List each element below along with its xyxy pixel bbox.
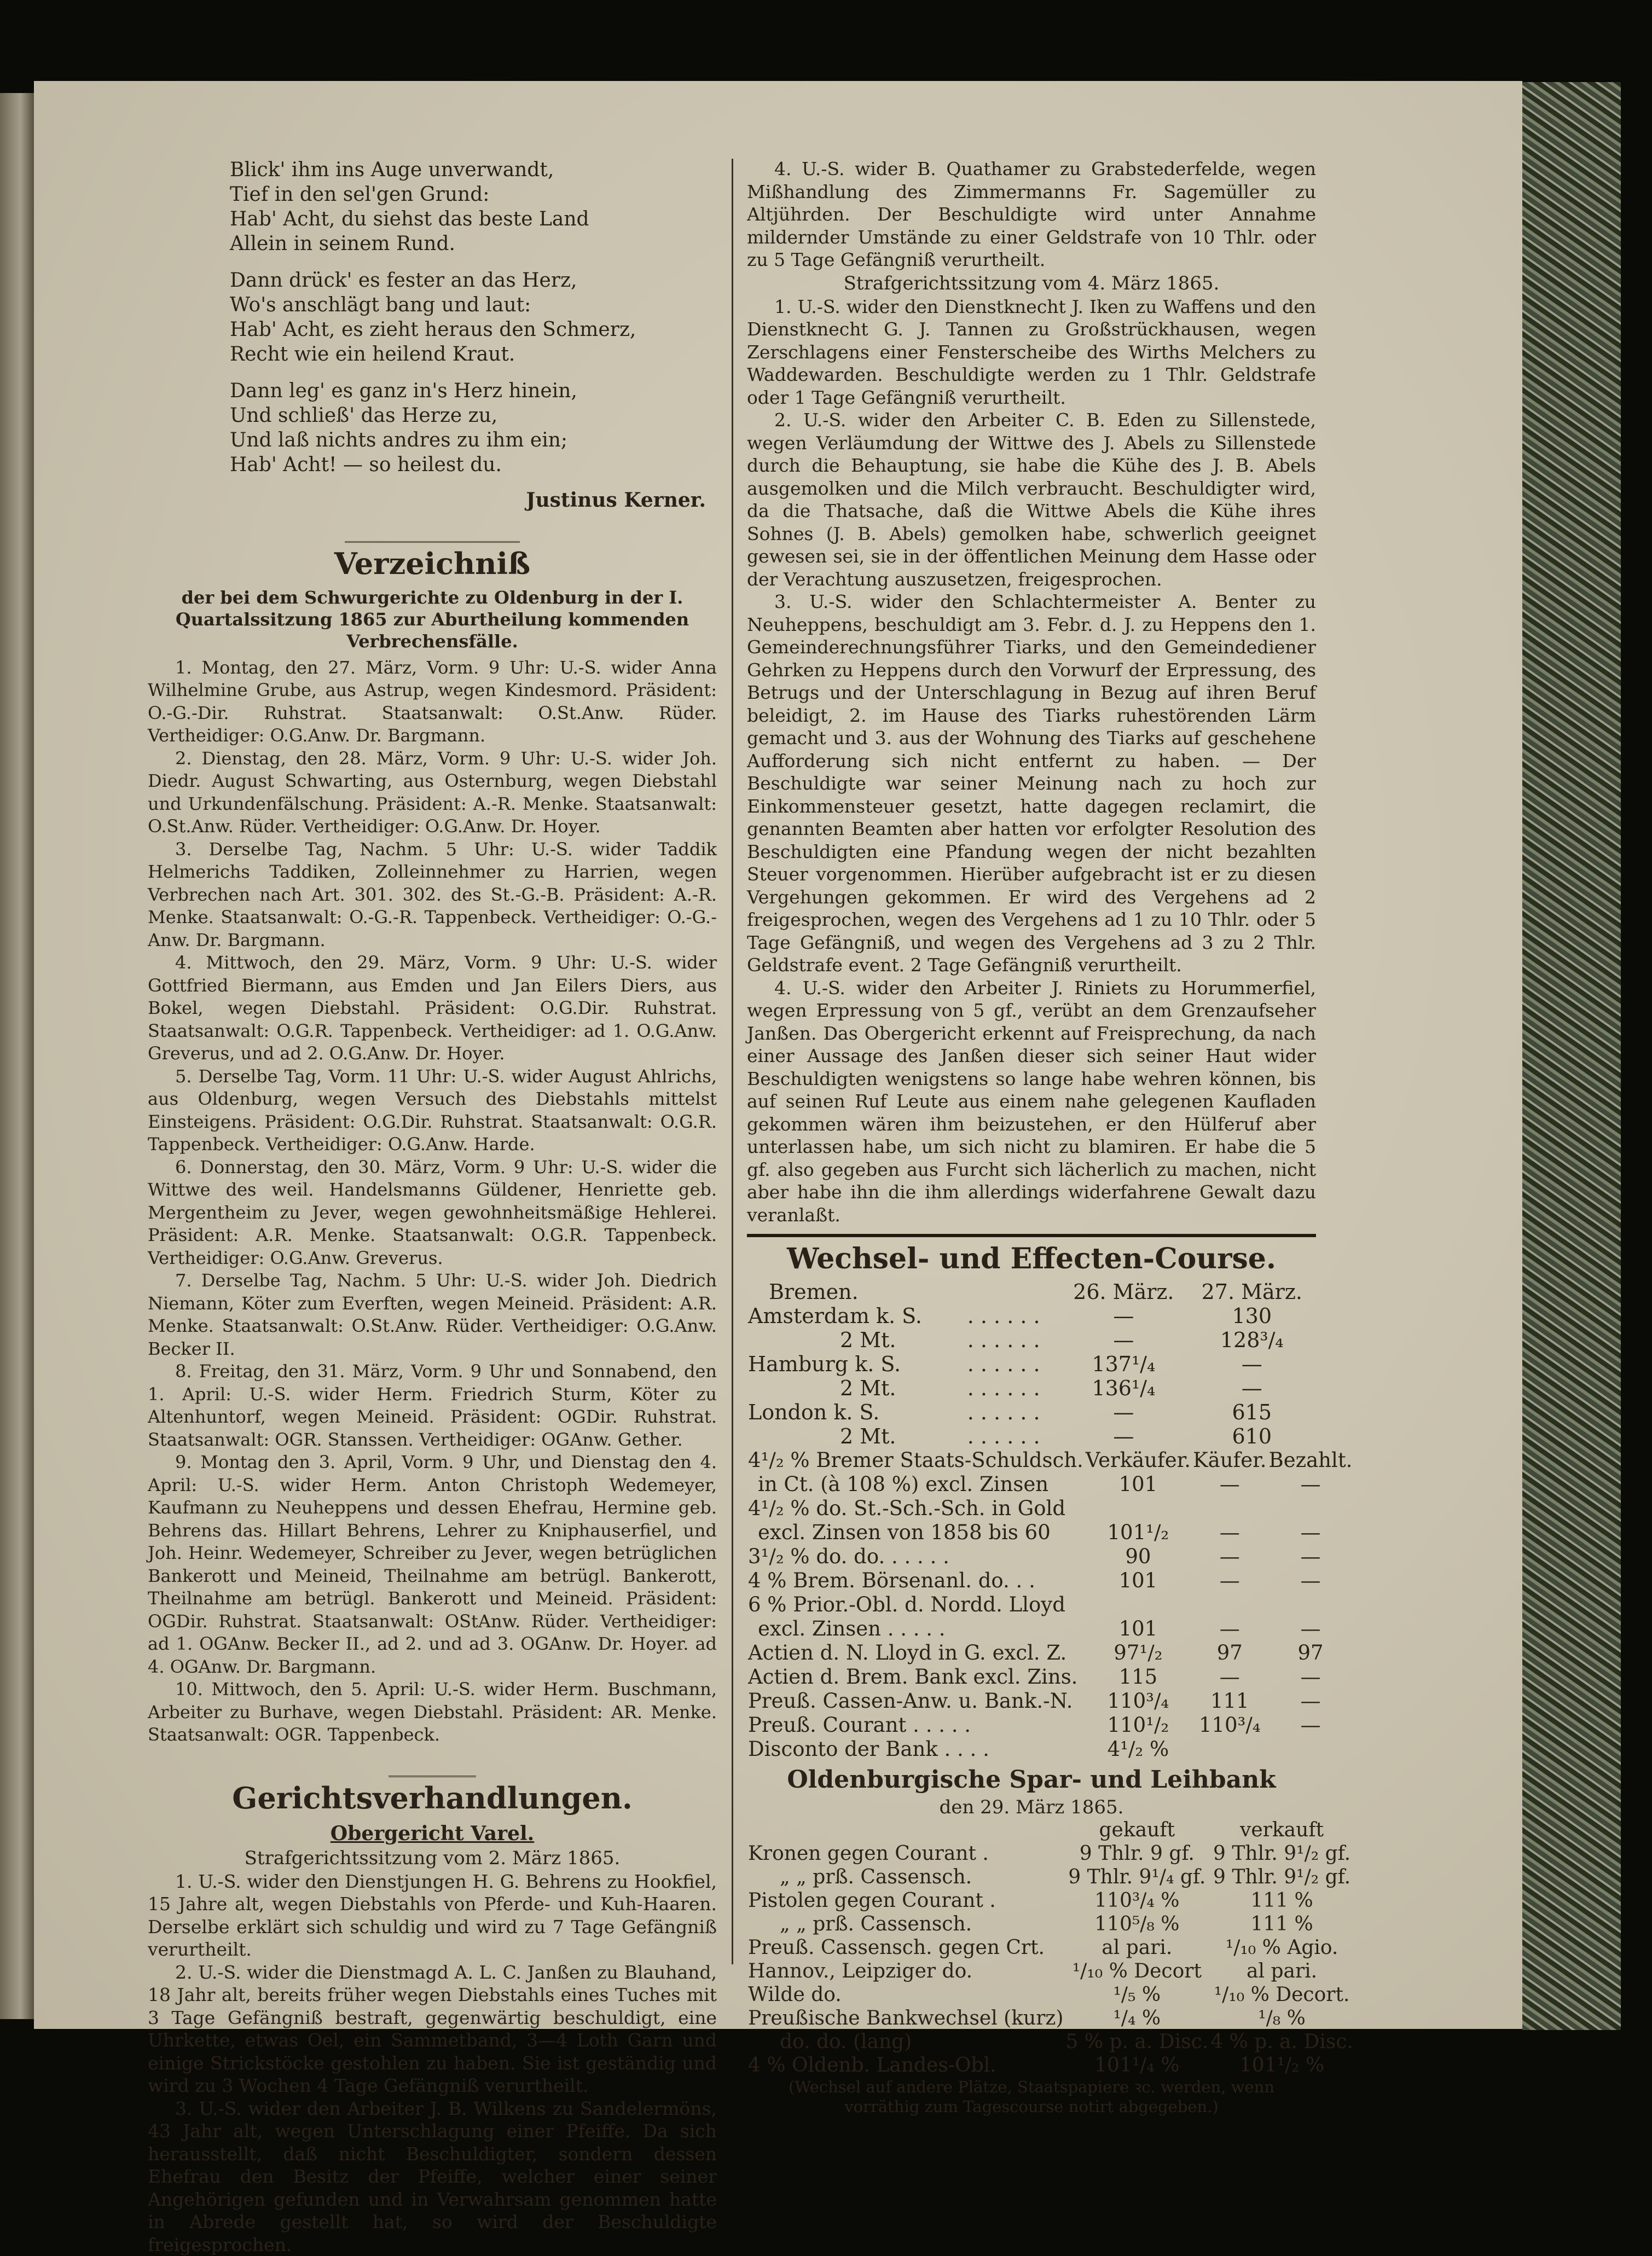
bank-item-name: Pistolen gegen Courant . [747, 1889, 1064, 1912]
leader-dots: . . . . . . [966, 1328, 1059, 1352]
price-value: — [1268, 1713, 1354, 1737]
price-value: — [1192, 1521, 1268, 1545]
table-header-row [747, 1280, 1316, 1304]
price-value: 97¹/₂ [1085, 1641, 1192, 1665]
bank-value: ¹/₁₀ % Agio. [1209, 1936, 1354, 1959]
table-row [747, 1521, 1353, 1545]
bank-value: 9 Thlr. 9¹/₂ gf. [1209, 1865, 1354, 1889]
rate-name: 2 Mt. [747, 1424, 966, 1448]
table-row [747, 1983, 1354, 2006]
price-value [1085, 1593, 1192, 1617]
table-row [747, 1304, 1316, 1328]
rate-name: Amsterdam k. S. [747, 1304, 966, 1328]
price-value: 111 [1192, 1689, 1268, 1713]
price-value: — [1268, 1472, 1354, 1497]
price-value: — [1268, 1665, 1354, 1689]
column-header: Käufer. [1192, 1448, 1268, 1472]
poem-line: Dann leg' es ganz in's Herz hinein, [230, 379, 717, 403]
bank-value: ¹/₄ % [1064, 2006, 1209, 2030]
rate-value: — [1059, 1424, 1187, 1448]
security-name: excl. Zinsen von 1858 bis 60 [747, 1521, 1085, 1545]
table-row [747, 2054, 1354, 2077]
leader-dots: . . . . . . [966, 1400, 1059, 1424]
price-value: 110³/₄ [1192, 1713, 1268, 1737]
column-header: verkauft [1209, 1818, 1354, 1842]
leader-dots: . . . . . . [966, 1352, 1059, 1376]
bank-value: al pari. [1064, 1936, 1209, 1959]
list-item: 2. Dienstag, den 28. März, Vorm. 9 Uhr: U.-S. wider Joh. Diedr. August Schwarting, aus Osternburg, wegen Diebstahl und Urkundenfälschung. Präsident: A.-R. Menke. Staatsanwalt: O.St.Anw. Rüder. Vertheidiger: O.G.Anw. Dr. Hoyer. [148, 747, 717, 838]
list-item: 1. Montag, den 27. März, Vorm. 9 Uhr: U.-S. wider Anna Wilhelmine Grube, aus Astrup, wegen Kindesmord. Präsident: O.-G.-Dir. Ruhstrat. Staatsanwalt: O.St.Anw. Rüder. Vertheidiger: O.G.Anw. Dr. Bargmann. [148, 657, 717, 747]
price-value: — [1192, 1665, 1268, 1689]
price-value: — [1192, 1569, 1268, 1593]
table-row [747, 2006, 1354, 2030]
court-name: Obergericht Varel. [148, 1821, 717, 1846]
case-item: 4. U.-S. wider B. Quathamer zu Grabstederfelde, wegen Mißhandlung des Zimmermanns Fr. Sagemüller zu Altjührden. Der Beschuldigte wird unter Annahme mildernder Umstände zu einer Geldstrafe von 10 Thlr. oder zu 5 Tage Gefängniß verurtheilt. [747, 158, 1316, 271]
price-value: 101 [1085, 1472, 1192, 1497]
price-value: 115 [1085, 1665, 1192, 1689]
list-item: 6. Donnerstag, den 30. März, Vorm. 9 Uhr: U.-S. wider die Wittwe des weil. Handelsmanns Güldener, Henriette geb. Mergentheim zu Jever, wegen gewohnheitsmäßige Hehlerei. Präsident: A.R. Menke. Staatsanwalt: O.G.R. Tappenbeck. Vertheidiger: O.G.Anw. Greverus. [148, 1156, 717, 1270]
ornament-divider [148, 525, 717, 533]
table-row [747, 1424, 1316, 1448]
price-value [1192, 1497, 1268, 1521]
price-value [1268, 1497, 1354, 1521]
table-row [747, 1665, 1353, 1689]
poem [148, 158, 717, 477]
bank-value: 9 Thlr. 9 gf. [1064, 1842, 1209, 1865]
bank-note: (Wechsel auf andere Plätze, Staatspapiere ꝛc. werden, wenn vorräthig zum Tagescourse notirt abgegeben.) [747, 2077, 1316, 2116]
city-header: Bremen. [747, 1280, 966, 1304]
table-row [747, 1713, 1353, 1737]
rate-value: — [1188, 1352, 1316, 1376]
table-row [747, 1842, 1354, 1865]
bank-item-name: Kronen gegen Courant . [747, 1842, 1064, 1865]
poem-author: Justinus Kerner. [148, 489, 717, 512]
column-header: Verkäufer. [1085, 1448, 1192, 1472]
rate-value: 137¹/₄ [1059, 1352, 1187, 1376]
case-item: 1. U.-S. wider den Dienstknecht J. Iken zu Waffens und den Dienstknecht G. J. Tannen zu Großstrückhausen, wegen Zerschlagens einer Fensterscheibe des Wirths Melchers zu Waddewarden. Beschuldigte werden zu 1 Thlr. Geldstrafe oder 1 Tage Gefängniß verurtheilt. [747, 295, 1316, 409]
case-item: 3. U.-S. wider den Schlachtermeister A. Benter zu Neuheppens, beschuldigt am 3. Febr. d. J. zu Heppens den 1. Gemeinderechnungsführer Tiarks, und den Gemeindediener Gehrken zu Heppens durch den Vorwurf der Erpressung, des Betrugs und der Unterschlagung in Bezug auf ihren Beruf beleidigt, 2. im Hause des Tiarks ruhestörenden Lärm gemacht und 3. aus der Wohnung des Tiarks auf geschehene Aufforderung sich nicht entfernt zu haben. — Der Beschuldigte war seiner Meinung nach zu hoch zur Einkommensteuer gesetzt, hatte dagegen reclamirt, die genannten Beamten aber hatten vor erfolgter Resolution des Beschuldigten eine Pfandung wegen der nicht bezahlten Steuer vorgenommen. Hierüber aufgebracht ist er zu diesen Vergehungen gekommen. Er wird des Vergehens ad 2 freigesprochen, wegen des Vergehens ad 1 zu 10 Thlr. oder 5 Tage Gefängniß, und wegen des Vergehens ad 3 zu 2 Thlr. Geldstrafe event. 2 Tage Gefängniß verurtheilt. [747, 590, 1316, 977]
security-name: Actien d. N. Lloyd in G. excl. Z. [747, 1641, 1085, 1665]
case-item: 1. U.-S. wider den Dienstjungen H. G. Behrens zu Hookfiel, 15 Jahre alt, wegen Diebstahls von Pferde- und Kuh-Haaren. Derselbe erklärt sich schuldig und wird zu 7 Tage Gefängniß verurtheilt. [148, 1870, 717, 1961]
table-row [747, 1328, 1316, 1352]
rate-name: 2 Mt. [747, 1328, 966, 1352]
poem-line: Recht wie ein heilend Kraut. [230, 342, 717, 367]
bank-value: ¹/₈ % [1209, 2006, 1354, 2030]
table-row [747, 2030, 1354, 2054]
leader-dots: . . . . . . [966, 1376, 1059, 1400]
security-name: Preuß. Courant . . . . . [747, 1713, 1085, 1737]
price-value: 110¹/₂ [1085, 1713, 1192, 1737]
price-value: — [1192, 1472, 1268, 1497]
bank-value: 101¹/₂ % [1209, 2054, 1354, 2077]
leader-dots: . . . . . . [966, 1304, 1059, 1328]
table-row [747, 1912, 1354, 1936]
security-name: 4 % Brem. Börsenanl. do. . . [747, 1569, 1085, 1593]
bank-item-name: „ „ prß. Cassensch. [747, 1912, 1064, 1936]
price-value: — [1268, 1689, 1354, 1713]
security-name: excl. Zinsen . . . . . [747, 1617, 1085, 1641]
rate-value: 128³/₄ [1188, 1328, 1316, 1352]
price-value: 110³/₄ [1085, 1689, 1192, 1713]
table-header-row [747, 1448, 1353, 1472]
security-name: 4¹/₂ % do. St.-Sch.-Sch. in Gold [747, 1497, 1085, 1521]
verzeichniss-subtitle: der bei dem Schwurgerichte zu Oldenburg in der I. Quartalssitzung 1865 zur Aburtheilung kommenden Verbrechensfälle. [148, 587, 717, 652]
bank-item-name: „ „ prß. Cassensch. [747, 1865, 1064, 1889]
facing-page-edge [0, 93, 34, 2019]
date-header: 26. März. [1059, 1280, 1187, 1304]
poem-line: Dann drück' es fester an das Herz, [230, 268, 717, 293]
price-value [1085, 1497, 1192, 1521]
rate-name: London k. S. [747, 1400, 966, 1424]
security-name: 6 % Prior.-Obl. d. Nordd. Lloyd [747, 1593, 1085, 1617]
rate-value: 610 [1188, 1424, 1316, 1448]
table-row [747, 1472, 1353, 1497]
poem-line: Hab' Acht! — so heilest du. [230, 453, 717, 477]
table-row [747, 1400, 1316, 1424]
exchange-rates-table [747, 1280, 1316, 1448]
right-column [747, 158, 1316, 2116]
list-item: 5. Derselbe Tag, Vorm. 11 Uhr: U.-S. wider August Ahlrichs, aus Oldenburg, wegen Versuch des Diebstahls mittelst Einsteigens. Präsident: O.G.Dir. Ruhstrat. Staatsanwalt: O.G.R. Tappenbeck. Vertheidiger: O.G.Anw. Harde. [148, 1065, 717, 1156]
poem-line: Blick' ihm ins Auge unverwandt, [230, 158, 717, 182]
bank-item-name: Preußische Bankwechsel (kurz) [747, 2006, 1064, 2030]
table-row [747, 1617, 1353, 1641]
bank-value: ¹/₅ % [1064, 1983, 1209, 2006]
rate-value: — [1059, 1304, 1187, 1328]
price-value: 101 [1085, 1569, 1192, 1593]
table-row [747, 1376, 1316, 1400]
price-value: 101 [1085, 1617, 1192, 1641]
poem-line: Wo's anschlägt bang und laut: [230, 293, 717, 317]
bank-value: 110³/₄ % [1064, 1889, 1209, 1912]
list-item: 4. Mittwoch, den 29. März, Vorm. 9 Uhr: U.-S. wider Gottfried Biermann, aus Emden und Jan Eilers Diers, aus Bokel, wegen Diebstahl. Präsident: O.G.Dir. Ruhstrat. Staatsanwalt: O.G.R. Tappenbeck. Vertheidiger: ad 1. O.G.Anw. Greverus, und ad 2. O.G.Anw. Dr. Hoyer. [148, 952, 717, 1065]
left-column [148, 158, 717, 2256]
bank-item-name: 4 % Oldenb. Landes-Obl. [747, 2054, 1064, 2077]
price-value: — [1268, 1617, 1354, 1641]
column-header: gekauft [1064, 1818, 1209, 1842]
table-row [747, 1352, 1316, 1376]
bank-item-name: Preuß. Cassensch. gegen Crt. [747, 1936, 1064, 1959]
table-row [747, 1593, 1353, 1617]
poem-line: Allein in seinem Rund. [230, 231, 717, 256]
ornament-divider [148, 1760, 717, 1767]
table-row [747, 1737, 1353, 1761]
table-header-row [747, 1818, 1354, 1842]
security-name: 4¹/₂ % Bremer Staats-Schuldsch. [747, 1448, 1085, 1472]
price-value: 97 [1192, 1641, 1268, 1665]
bank-value: 110⁵/₈ % [1064, 1912, 1209, 1936]
rate-value: 136¹/₄ [1059, 1376, 1187, 1400]
poem-stanza [230, 268, 717, 367]
securities-table [747, 1448, 1353, 1761]
rate-value: — [1059, 1400, 1187, 1424]
date-header: 27. März. [1188, 1280, 1316, 1304]
bank-value: ¹/₁₀ % Decort. [1209, 1983, 1354, 2006]
security-name: Actien d. Brem. Bank excl. Zins. [747, 1665, 1085, 1689]
column-divider [732, 159, 733, 1964]
bank-date: den 29. März 1865. [747, 1796, 1316, 1818]
table-row [747, 1569, 1353, 1593]
gericht-title: Gerichtsverhandlungen. [148, 1781, 717, 1816]
leader-dots: . . . . . . [966, 1424, 1059, 1448]
bank-value: 5 % p. a. Disc. [1064, 2030, 1209, 2054]
bank-value: 111 % [1209, 1912, 1354, 1936]
list-item: 9. Montag den 3. April, Vorm. 9 Uhr, und Dienstag den 4. April: U.-S. wider Herm. Anton Christoph Wedemeyer, Kaufmann zu Neuheppens und dessen Ehefrau, Hermine geb. Behrens das. Hillart Behrens, Lehrer zu Kniphauserfiel, und Joh. Heinr. Wedemeyer, Schreiber zu Jever, wegen betrüglichen Bankerott und Meineid, Theilnahme am betrügl. Bankerott, Theilnahme am betrügl. Bankerott und Meineid. Präsident: OGDir. Ruhstrat. Staatsanwalt: OStAnw. Rüder. Vertheidiger: ad 1. OGAnw. Becker II., ad 2. und ad 3. OGAnw. Dr. Hoyer. ad 4. OGAnw. Dr. Bargmann. [148, 1451, 717, 1678]
rate-value: 130 [1188, 1304, 1316, 1328]
poem-stanza [230, 379, 717, 477]
bank-value: 4 % p. a. Disc. [1209, 2030, 1354, 2054]
security-name: Preuß. Cassen-Anw. u. Bank.-N. [747, 1689, 1085, 1713]
section-rule [747, 1234, 1316, 1237]
price-value: — [1268, 1569, 1354, 1593]
price-value: — [1192, 1617, 1268, 1641]
bank-title: Oldenburgische Spar- und Leihbank [747, 1766, 1316, 1794]
table-row [747, 1889, 1354, 1912]
list-item: 10. Mittwoch, den 5. April: U.-S. wider Herm. Buschmann, Arbeiter zu Burhave, wegen Diebstahl. Präsident: AR. Menke. Staatsanwalt: OGR. Tappenbeck. [148, 1678, 717, 1747]
rate-value: — [1059, 1328, 1187, 1352]
table-row [747, 1641, 1353, 1665]
price-value: — [1192, 1545, 1268, 1569]
rate-name: 2 Mt. [747, 1376, 966, 1400]
list-item: 3. Derselbe Tag, Nachm. 5 Uhr: U.-S. wider Taddik Helmerichs Taddiken, Zolleinnehmer zu Harrien, wegen Verbrechen nach Art. 301. 302. des St.-G.-B. Präsident: A.-R. Menke. Staatsanwalt: O.-G.-R. Tappenbeck. Vertheidiger: O.-G.-Anw. Dr. Bargmann. [148, 838, 717, 952]
bank-value: 111 % [1209, 1889, 1354, 1912]
price-value [1268, 1593, 1354, 1617]
rate-value: 615 [1188, 1400, 1316, 1424]
table-row [747, 1545, 1353, 1569]
security-name: in Ct. (à 108 %) excl. Zinsen [747, 1472, 1085, 1497]
verzeichniss-title: Verzeichniß [148, 546, 717, 581]
price-value: 97 [1268, 1641, 1354, 1665]
bank-value: 9 Thlr. 9¹/₂ gf. [1209, 1842, 1354, 1865]
table-row [747, 1936, 1354, 1959]
price-value [1192, 1737, 1268, 1761]
bank-value: 101¹/₄ % [1064, 2054, 1209, 2077]
poem-line: Und schließ' das Herze zu, [230, 403, 717, 428]
book-binding-cover [1522, 82, 1621, 2030]
table-row [747, 1689, 1353, 1713]
case-item: 4. U.-S. wider den Arbeiter J. Riniets zu Horummerfiel, wegen Erpressung von 5 gf., verübt an dem Grenzaufseher Janßen. Das Obergericht erkennt auf Freisprechung, da nach einer Aussage des Janßen dieser sich seiner Haut wider Beschuldigten wenigstens so lange habe wehren können, bis auf seinen Ruf Leute aus einem nahe gelegenen Kaufladen gekommen wären ihm beizustehen, er den Hülferuf aber unterlassen habe, um sich nicht zu blamiren. Er habe die 5 gf. also gegeben aus Furcht sich lächerlich zu machen, nicht aber habe ihn die ihm allerdings widerfahrene Gewalt dazu veranlaßt. [747, 977, 1316, 1227]
bank-item-name: Wilde do. [747, 1983, 1064, 2006]
list-item: 8. Freitag, den 31. März, Vorm. 9 Uhr und Sonnabend, den 1. April: U.-S. wider Herm. Friedrich Sturm, Köter zu Altenhuntorf, wegen Meineid. Präsident: OGDir. Ruhstrat. Staatsanwalt: OGR. Stanssen. Vertheidiger: OGAnw. Gether. [148, 1360, 717, 1451]
table-row [747, 1865, 1354, 1889]
price-value: — [1268, 1521, 1354, 1545]
bank-value: 9 Thlr. 9¹/₄ gf. [1064, 1865, 1209, 1889]
price-value [1268, 1737, 1354, 1761]
session-heading: Strafgerichtssitzung vom 2. März 1865. [148, 1846, 717, 1870]
table-row [747, 1959, 1354, 1983]
list-item: 7. Derselbe Tag, Nachm. 5 Uhr: U.-S. wider Joh. Diedrich Niemann, Köter zum Everften, wegen Meineid. Präsident: A.R. Menke. Staatsanwalt: O.St.Anw. Rüder. Vertheidiger: O.G.Anw. Becker II. [148, 1269, 717, 1360]
poem-stanza [230, 158, 717, 256]
poem-line: Tief in den sel'gen Grund: [230, 182, 717, 207]
poem-line: Hab' Acht, du siehst das beste Land [230, 207, 717, 231]
price-value: — [1268, 1545, 1354, 1569]
price-value: 4¹/₂ % [1085, 1737, 1192, 1761]
poem-line: Und laß nichts andres zu ihm ein; [230, 428, 717, 453]
column-header: Bezahlt. [1268, 1448, 1354, 1472]
session-heading: Strafgerichtssitzung vom 4. März 1865. [747, 271, 1316, 295]
bank-value: al pari. [1209, 1959, 1354, 1983]
rate-name: Hamburg k. S. [747, 1352, 966, 1376]
table-row [747, 1497, 1353, 1521]
bank-rates-table [747, 1818, 1354, 2077]
bank-item-name: do. do. (lang) [747, 2030, 1064, 2054]
case-item: 2. U.-S. wider die Dienstmagd A. L. C. Janßen zu Blauhand, 18 Jahr alt, bereits früher wegen Diebstahls eines Tuches mit 3 Tage Gefängniß bestraft, gegenwärtig beschuldigt, eine Uhrkette, etwas Oel, ein Sammetband, 3—4 Loth Garn und einige Strickstöcke gestohlen zu haben. Sie ist geständig und wird zu 3 Wochen 4 Tage Gefängniß verurtheilt. [148, 1961, 717, 2097]
case-item: 3. U.-S. wider den Arbeiter J. B. Wilkens zu Sandelermöns, 43 Jahr alt, wegen Unterschlagung einer Pfeiffe. Da sich herausstellt, daß nicht Beschuldigter, sondern dessen Ehefrau den Besitz der Pfeiffe, welcher einer seiner Angehörigen gefunden und in Verwahrsam genommen hatte in Abrede gestellt hat, so wird der Beschuldigte freigesprochen. [148, 2097, 717, 2256]
price-value: 90 [1085, 1545, 1192, 1569]
price-value [1192, 1593, 1268, 1617]
kurse-title: Wechsel- und Effecten-Course. [747, 1243, 1316, 1275]
bank-item-name: Hannov., Leipziger do. [747, 1959, 1064, 1983]
security-name: 3¹/₂ % do. do. . . . . . [747, 1545, 1085, 1569]
verzeichniss-list [148, 657, 717, 1747]
price-value: 101¹/₂ [1085, 1521, 1192, 1545]
security-name: Disconto der Bank . . . . [747, 1737, 1085, 1761]
rate-value: — [1188, 1376, 1316, 1400]
poem-line: Hab' Acht, es zieht heraus den Schmerz, [230, 317, 717, 342]
case-item: 2. U.-S. wider den Arbeiter C. B. Eden zu Sillenstede, wegen Verläumdung der Wittwe des J. Abels zu Sillenstede durch die Behauptung, sie habe die Kühe des J. B. Abels ausgemolken und die Milch verbraucht. Beschuldigter wird, da die Thatsache, daß die Wittwe Abels die Kühe ihres Sohnes (J. B. Abels) gemolken habe, schwerlich geeignet gewesen sei, sie in der öffentlichen Meinung dem Hasse oder der Verachtung auszusetzen, freigesprochen. [747, 409, 1316, 590]
bank-value: ¹/₁₀ % Decort [1064, 1959, 1209, 1983]
